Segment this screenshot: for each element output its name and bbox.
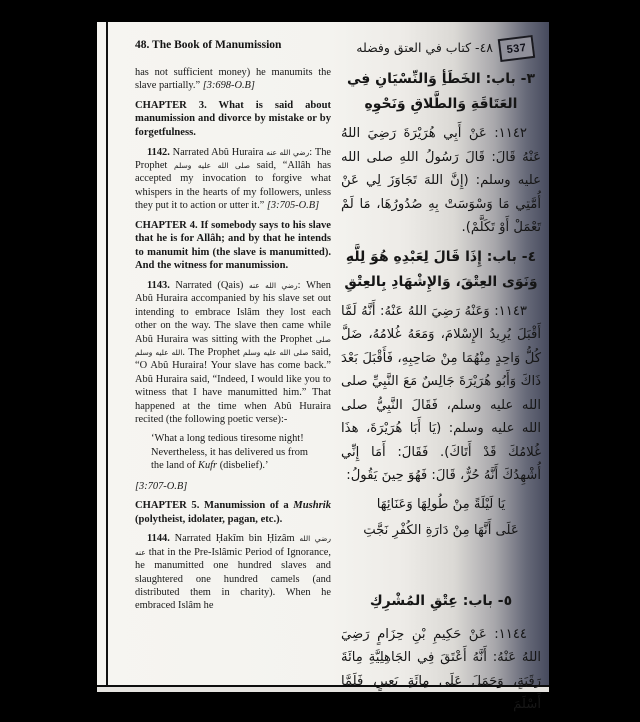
- hadith-text: said, “O Abû Huraira! Your slave has come back.” Abû Huraira said, “Indeed, I would like you to witness that I have manumitted him.” That happened at the time when Abû Huraira recited (the following poetic verse):-: [135, 347, 332, 426]
- heading-text: CHAPTER 5. Manumission of a: [135, 500, 294, 512]
- verse-line-2-arabic: عَلَى أَنَّهَا مِنْ دَارَةِ الكُفْرِ نَجَّتِ: [363, 523, 519, 538]
- hadith-1143-arabic: ١١٤٣: وَعَنْهُ رَضِيَ اللهُ عَنْهُ: أَنَّهُ لَمَّا أَقْبَلَ يُرِيدُ الإِسْلامَ، وَمَعَهُ غُلامُهُ، ضَلَّ كُلُّ وَاحِدٍ مِنْهُمَا مِنْ صَاحِبِهِ، فَأَقْبَلَ بَعْدَ ذَاكَ وَأَبُو هُرَيْرَةَ جَالِسٌ مَعَ النَّبِيِّ صلى الله عليه وسلم، فَقَالَ النَّبِيُّ صلى الله عليه وسلم: (يَا أَبَا هُرَيْرَةَ، هذَا غُلامُكَ قَدْ أَتَاكَ). فَقَالَ: أَمَا إِنِّي أُشْهِدُكَ أَنَّهُ حُرٌّ، قَالَ: فَهُوَ حِينَ يَقُولُ:: [341, 303, 541, 483]
- verse-term-italic: Kufr: [198, 460, 218, 472]
- inline-arabic-honorific: صلى الله عليه وسلم: [243, 348, 309, 358]
- reference: [3:705-O.B]: [266, 200, 320, 212]
- bab-3-heading-arabic: ٣- باب: الخَطَأِ وَالنِّسْيَانِ فِي العَتَاقَةِ وَالطَّلاقِ وَنَحْوِهِ: [346, 71, 536, 112]
- verse-line: [151, 459, 331, 472]
- hadith-text: : The Prophet: [135, 146, 331, 171]
- hadith-text: said, “Allâh has accepted my invocation to forgive what whispers in the hearts of my followers, unless they put it to action or utter it.”: [135, 160, 331, 212]
- chapter-5-heading: [135, 499, 331, 526]
- hadith-text: . The Prophet: [182, 347, 244, 359]
- inline-arabic-honorific: صلى الله عليه وسلم: [135, 334, 331, 358]
- heading-term-italic: Mushrik: [293, 500, 331, 512]
- inline-arabic-honorific: رضي الله عنه: [266, 147, 310, 157]
- english-column: [135, 66, 331, 722]
- paragraph-text: has not sufficient money) he manumits the slave partially.”: [135, 67, 331, 92]
- hadith-number: 1142.: [147, 146, 170, 158]
- bab-5-heading-arabic: ٥- باب: عِتْقِ المُشْرِكِ: [369, 592, 513, 609]
- hadith-text: Narrated Ḥakîm bin Ḥizâm: [169, 533, 300, 545]
- verse-text: (disbelief).’: [217, 460, 269, 472]
- verse-line-1-arabic: يَا لَيْلَةً مِنْ طُولِهَا وَعَنَائِهَا: [376, 496, 506, 512]
- reference-1143: [3:707-O.B]: [135, 480, 188, 492]
- hadith-1144-arabic: ١١٤٤: عَنْ حَكِيمِ بْنِ حِزَامٍ رَضِيَ اللهُ عَنْهُ: أَنَّهُ أَعْتَقَ فِي الجَاهِلِيَّةِ مِائَةَ رَقَبَةٍ، وَحَمَلَ عَلَى مِائَةِ بَعِيرٍ، فَلَمَّا أَسْلَمَ: [341, 626, 541, 712]
- inline-arabic-honorific: رضي الله عنه: [248, 281, 298, 290]
- inline-arabic-honorific: رضي الله عنه: [135, 534, 331, 557]
- verse-line: ‘What a long tedious tiresome night!: [151, 433, 304, 445]
- hadith-1144: [135, 532, 331, 612]
- hadith-1142-arabic: ١١٤٢: عَنْ أَبِي هُرَيْرَةَ رَضِيَ اللهُ عَنْهُ قَالَ: قَالَ رَسُولُ اللهِ صلى الله عليه وسلم: (إِنَّ اللهَ تَجَاوَزَ لِي عَنْ أُمَّتِي مَا وَسْوَسَتْ بِهِ صُدُورُهَا، مَا لَمْ تَعْمَلْ أَوْ تَكَلَّمْ).: [341, 126, 541, 235]
- verse-line: Nevertheless, it has delivered us from: [151, 446, 308, 458]
- hadith-text: that in the Pre-Islâmic Period of Ignorance, he manumitted one hundred slaves and slaughtered one hundred camels (and distributed them in charity). When he embraced Islâm he: [135, 546, 331, 612]
- reference: [3:698-O.B]: [202, 80, 255, 92]
- page-edge-line: [106, 22, 108, 685]
- book-page: [97, 22, 549, 712]
- book-title-arabic: ٤٨- كتاب في العتق وفضله: [356, 40, 493, 55]
- arabic-column: [341, 66, 541, 722]
- hadith-1142: [135, 146, 331, 213]
- page-header: [97, 22, 549, 55]
- page-number-badge: [498, 35, 536, 62]
- chapter-4-heading: CHAPTER 4. If somebody says to his slave that he is for Allâh; and by that he intends to manumit him (the slave is manumitted). And the witness for manumission.: [135, 219, 331, 272]
- hadith-number: 1144.: [147, 533, 170, 545]
- poetic-verse-english: [151, 432, 331, 472]
- page-body: [97, 55, 549, 722]
- paragraph-continuation: [135, 66, 331, 93]
- hadith-text: : When Abû Huraira accompanied by his slave set out intending to embrace Islâm they lost each other on the way. The slave then came while Abû Huraira was sitting with the Prophet: [135, 280, 331, 345]
- hadith-text: Narrated (Qais): [169, 280, 249, 291]
- hadith-number: 1143.: [147, 280, 170, 291]
- hadith-text: Narrated Abû Huraira: [169, 146, 267, 158]
- inline-arabic-honorific: صلى الله عليه وسلم: [174, 161, 251, 170]
- page-number: 537: [505, 41, 528, 56]
- hadith-1143: [135, 279, 331, 426]
- heading-text: (polytheist, idolater, pagan, etc.).: [135, 513, 283, 525]
- verse-text: the land of: [151, 460, 199, 472]
- book-title-english: 48. The Book of Manumission: [135, 39, 282, 51]
- bab-4-heading-arabic: ٤- باب: إِذَا قَالَ لِعَبْدِهِ هُوَ لِلَّهِ وَنَوَى العِتْقَ، وَالإِشْهَادِ بِالعِتْقِ: [344, 248, 538, 290]
- chapter-3-heading: CHAPTER 3. What is said about manumission and divorce by mistake or by forgetfulness.: [135, 99, 331, 138]
